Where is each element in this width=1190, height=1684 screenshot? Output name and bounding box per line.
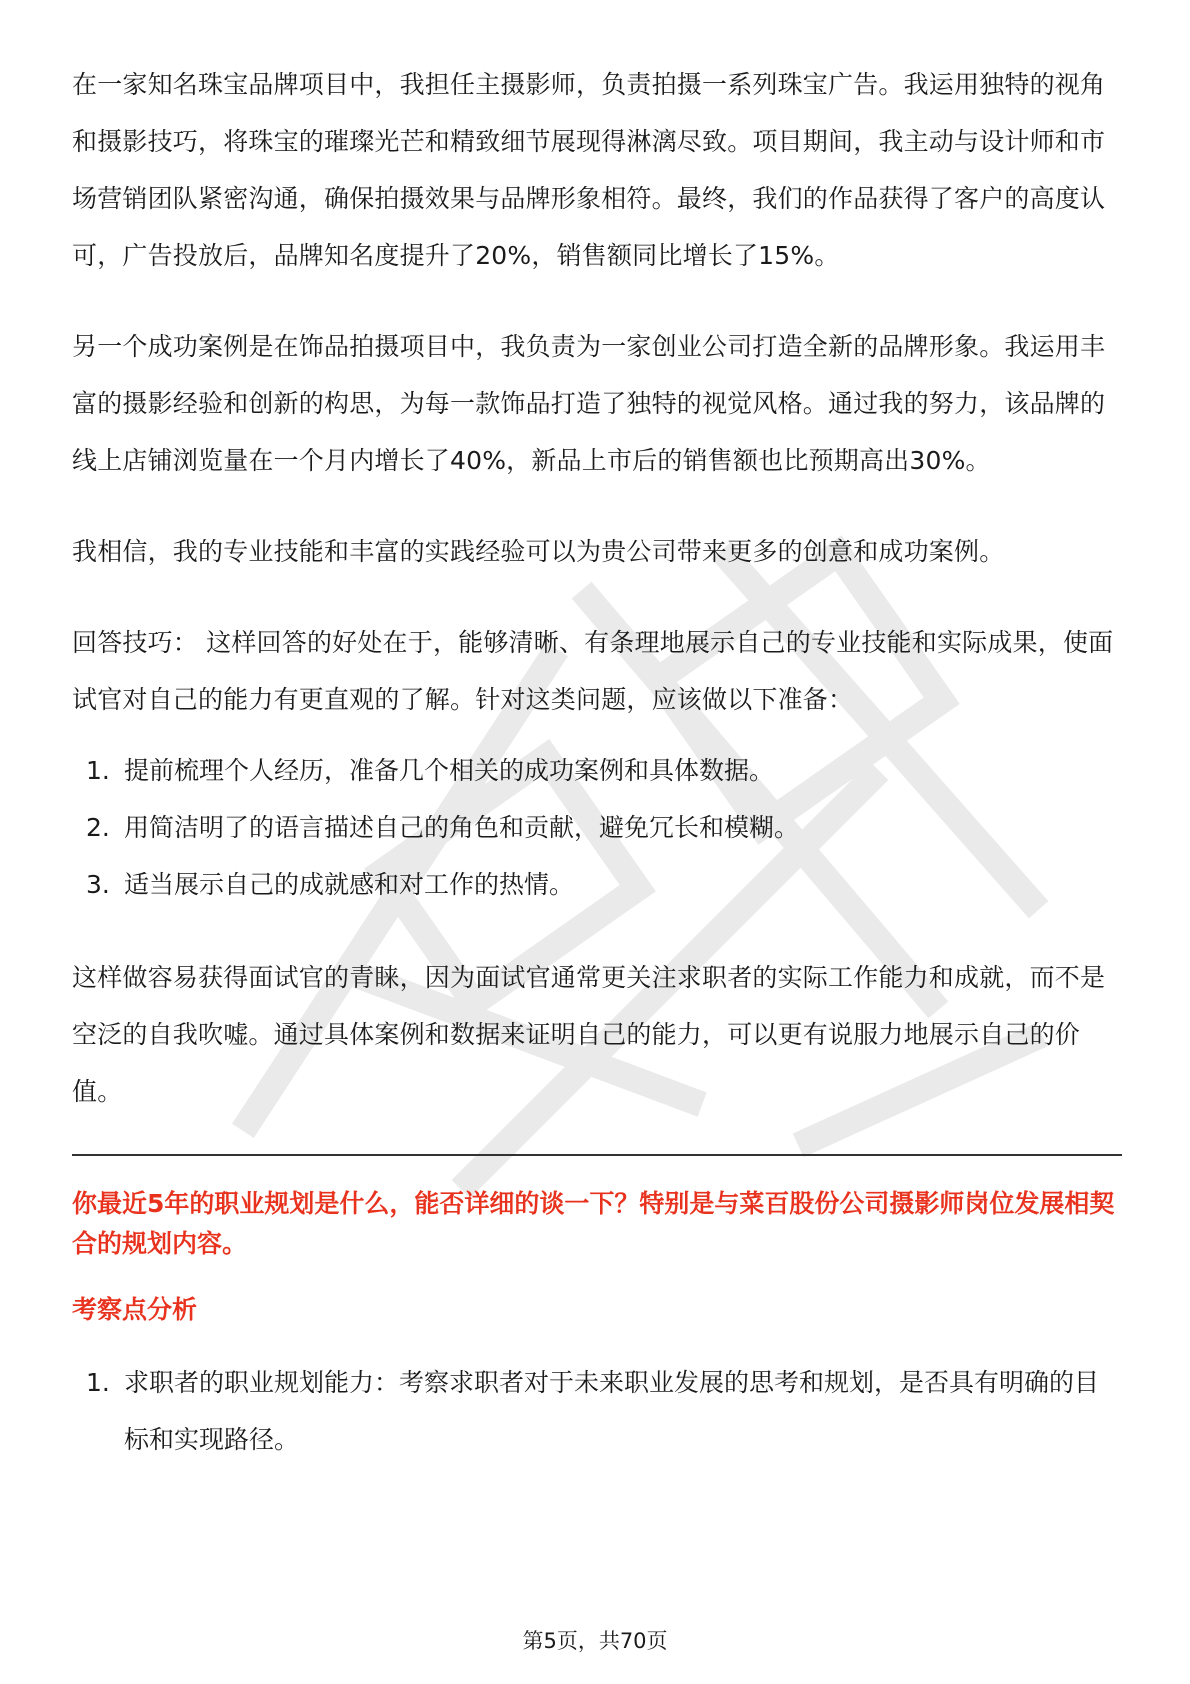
list-number: 1. <box>86 756 110 785</box>
list-item-text: 适当展示自己的成就感和对工作的热情。 <box>124 870 575 899</box>
paragraph-closing: 这样做容易获得面试官的青睐，因为面试官通常更关注求职者的实际工作能力和成就，而不是空泛的自我吹嘘。通过具体案例和数据来证明自己的能力，可以更有说服力地展示自己的价值。 <box>72 963 1106 1106</box>
list-item-text: 求职者的职业规划能力：考察求职者对于未来职业发展的思考和规划，是否具有明确的目标和实现路径。 <box>124 1368 1100 1454</box>
paragraph-jewelry-project: 在一家知名珠宝品牌项目中，我担任主摄影师，负责拍摄一系列珠宝广告。我运用独特的视角和摄影技巧，将珠宝的璀璨光芒和精致细节展现得淋漓尽致。项目期间，我主动与设计师和市场营销团队紧密沟通，确保拍摄效果与品牌形象相符。最终，我们的作品获得了客户的高度认可，广告投放后，品牌知名度提升了20%，销售额同比增长了15%。 <box>72 70 1106 270</box>
paragraph-belief: 我相信，我的专业技能和丰富的实践经验可以为贵公司带来更多的创意和成功案例。 <box>72 537 1005 566</box>
list-number: 1. <box>86 1368 110 1397</box>
list-item <box>72 799 1122 856</box>
list-item-text: 提前梳理个人经历，准备几个相关的成功案例和具体数据。 <box>124 756 775 785</box>
paragraph-accessory-project: 另一个成功案例是在饰品拍摄项目中，我负责为一家创业公司打造全新的品牌形象。我运用丰富的摄影经验和创新的构思，为每一款饰品打造了独特的视觉风格。通过我的努力，该品牌的线上店铺浏览量在一个月内增长了40%，新品上市后的销售额也比预期高出30%。 <box>72 332 1106 475</box>
paragraph-answer-tips: 回答技巧： 这样回答的好处在于，能够清晰、有条理地展示自己的专业技能和实际成果，使面试官对自己的能力有更直观的了解。针对这类问题，应该做以下准备： <box>72 628 1114 714</box>
list-number: 2. <box>86 813 110 842</box>
list-item-text: 用简洁明了的语言描述自己的角色和贡献，避免冗长和模糊。 <box>124 813 800 842</box>
tips-list <box>72 742 1122 913</box>
list-item <box>72 742 1122 799</box>
section-title: 考察点分析 <box>72 1295 198 1324</box>
section-divider <box>72 1154 1122 1156</box>
page-footer: 第5页，共70页 <box>522 1629 668 1653</box>
analysis-list <box>72 1354 1122 1468</box>
interview-question: 你最近5年的职业规划是什么，能否详细的谈一下？特别是与菜百股份公司摄影师岗位发展相契合的规划内容。 <box>72 1189 1115 1258</box>
list-item <box>72 1354 1122 1468</box>
document-content <box>72 56 1122 1468</box>
list-item <box>72 856 1122 913</box>
list-number: 3. <box>86 870 110 899</box>
